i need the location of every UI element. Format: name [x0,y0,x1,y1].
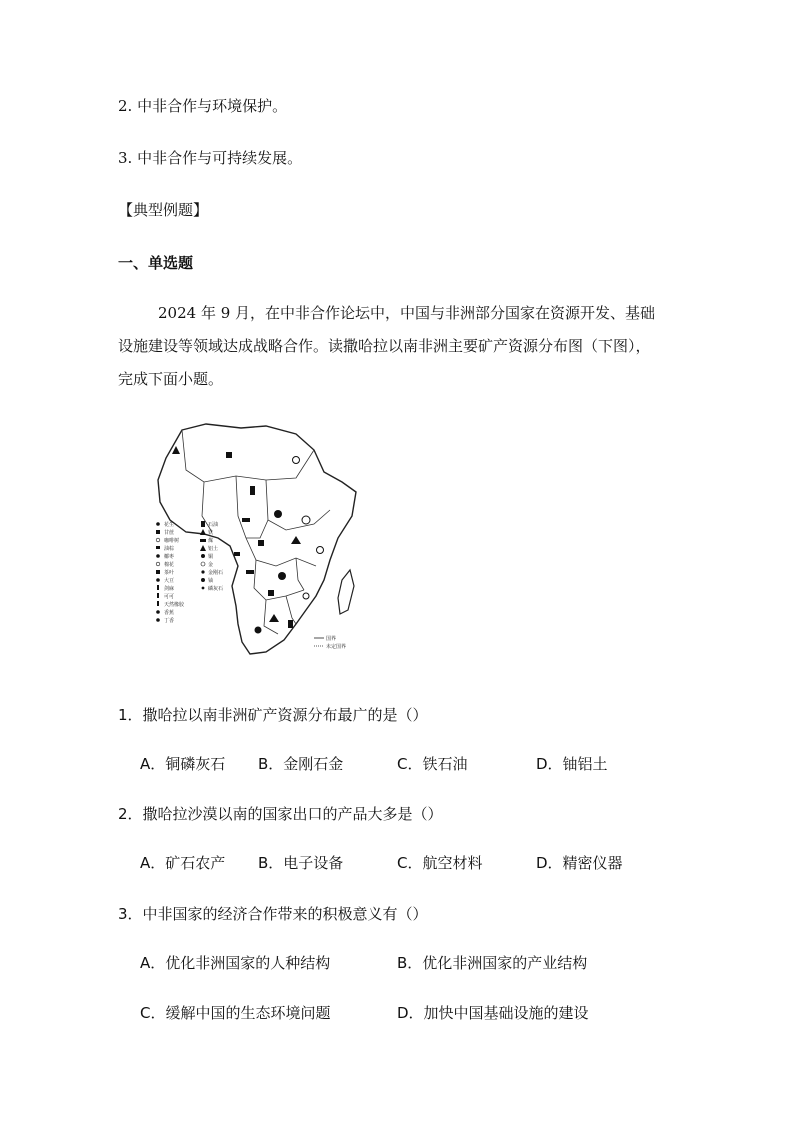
madagascar-outline [338,570,354,614]
question-2-option-d[interactable]: D．精密仪器 [536,854,623,872]
question-3-option-a[interactable]: A．优化非洲国家的人种结构 [140,954,331,972]
intro-item-2: 2. 中非合作与环境保护。 [118,97,288,115]
question-2-option-a[interactable]: A．矿石农产 [140,854,226,872]
section-typical-examples: 【典型例题】 [118,201,209,219]
question-3-stem: 3．中非国家的经济合作带来的积极意义有（） [118,905,428,923]
question-1-option-d[interactable]: D．铀铝土 [536,755,608,773]
legend-item: 铁 [208,530,214,536]
legend-item: 可可 [164,594,175,600]
legend-item: 铜 [208,554,214,560]
legend-item: 大豆 [164,578,175,584]
legend-item: 金刚石 [208,570,224,576]
legend-item: 椰枣 [164,554,175,560]
map-legend-left [164,521,185,624]
passage-line-3: 完成下面小题。 [118,370,224,388]
question-3-option-b[interactable]: B．优化非洲国家的产业结构 [397,954,588,972]
question-3-option-c[interactable]: C．缓解中国的生态环境问题 [140,1004,331,1022]
map-legend-left-symbols [156,522,160,622]
legend-item: 未定国界 [326,644,347,650]
legend-item: 铀 [208,578,214,584]
africa-outline [158,424,356,654]
passage [118,297,698,396]
legend-item: 甘蔗 [164,530,175,536]
question-1-option-b[interactable]: B．金刚石金 [258,755,344,773]
legend-item: 煤 [208,538,214,544]
question-2-option-b[interactable]: B．电子设备 [258,854,344,872]
legend-item: 天然橡胶 [164,602,185,608]
africa-resource-map [146,420,366,660]
question-1-stem: 1．撒哈拉以南非洲矿产资源分布最广的是（） [118,706,428,724]
legend-item: 丁香 [164,618,175,624]
legend-item: 茶叶 [164,570,175,576]
map-legend-boundaries [314,635,346,650]
question-1-option-a[interactable]: A．铜磷灰石 [140,755,226,773]
legend-item: 国界 [326,636,337,642]
legend-item: 咖啡树 [164,538,180,544]
intro-item-3: 3. 中非合作与可持续发展。 [118,149,303,167]
legend-item: 油棕 [164,546,175,552]
legend-item: 香蕉 [164,610,175,616]
question-3-option-d[interactable]: D．加快中国基础设施的建设 [397,1004,589,1022]
passage-line-2: 设施建设等领域达成战略合作。读撒哈拉以南非洲主要矿产资源分布图（下图）， [118,337,651,355]
legend-item: 棉花 [164,562,175,568]
legend-item: 剑麻 [164,586,175,592]
question-1-option-c[interactable]: C．铁石油 [397,755,468,773]
legend-item: 石油 [208,522,219,528]
legend-item: 金 [208,562,214,568]
section-single-choice: 一、单选题 [118,254,194,272]
question-2-stem: 2．撒哈拉沙漠以南的国家出口的产品大多是（） [118,805,443,823]
legend-item: 磷灰石 [208,586,224,592]
legend-item: 花生 [164,522,175,528]
question-2-option-c[interactable]: C．航空材料 [397,854,483,872]
legend-item: 铝土 [208,546,219,552]
passage-line-1: 2024 年 9 月，在中非合作论坛中，中国与非洲部分国家在资源开发、基础 [158,304,656,322]
